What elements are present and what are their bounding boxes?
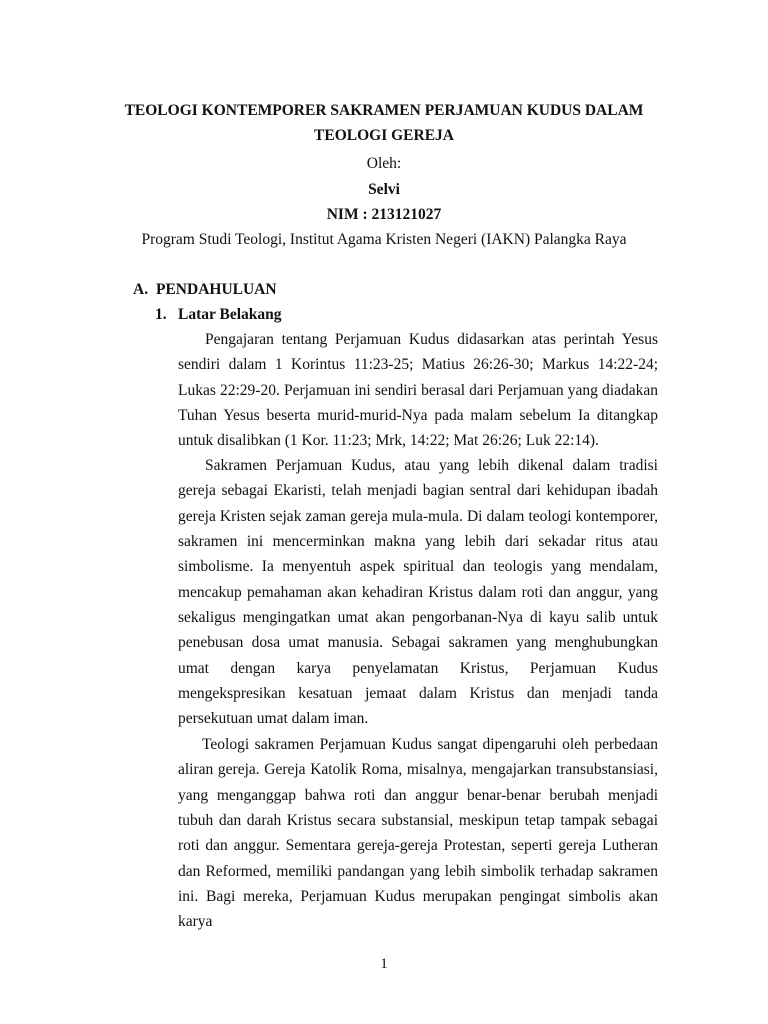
document-title <box>0 98 768 148</box>
section-title: PENDAHULUAN <box>156 281 277 298</box>
student-id: NIM : 213121027 <box>326 206 442 223</box>
affiliation: Program Studi Teologi, Institut Agama Kristen Negeri (IAKN) Palangka Raya <box>141 231 627 248</box>
subsection-title: Latar Belakang <box>178 306 282 323</box>
subsection-heading <box>155 302 282 327</box>
paragraph-2: Sakramen Perjamuan Kudus, atau yang lebih dikenal dalam tradisi gereja sebagai Ekaristi, telah menjadi bagian sentral dari kehidupan ibadah gereja Kristen sejak zaman gereja mula-mula. Di dalam teologi kontemporer, sakramen ini mencerminkan makna yang lebih dari sekadar ritus atau simbolisme. Ia menyentuh aspek spiritual dan teologis yang mendalam, mencakup pemahaman akan kehadiran Kristus dalam roti dan anggur, yang sekaligus mengingatkan umat akan pengorbanan-Nya di kayu salib untuk penebusan dosa umat manusia. Sebagai sakramen yang menghubungkan umat dengan karya penyelamatan Kristus, Perjamuan Kudus mengekspresikan kesatuan jemaat dalam Kristus dan menjadi tanda persekutuan umat dalam iman. <box>178 457 658 728</box>
title-line-1: TEOLOGI KONTEMPORER SAKRAMEN PERJAMUAN KUDUS DALAM <box>124 102 644 119</box>
by-label: Oleh: <box>366 155 402 172</box>
paragraph-3: Teologi sakramen Perjamuan Kudus sangat dipengaruhi oleh perbedaan aliran gereja. Gereja Katolik Roma, misalnya, mengajarkan transubstansiasi, yang menganggap bahwa roti dan anggur benar-benar berubah menjadi tubuh dan darah Kristus secara substansial, meskipun tetap tampak sebagai roti dan anggur. Sementara gereja-gereja Protestan, seperti gereja Lutheran dan Reformed, memiliki pandangan yang lebih simbolik terhadap sakramen ini. Bagi mereka, Perjamuan Kudus merupakan pengingat simbolis akan karya <box>178 736 658 931</box>
page-number: 1 <box>380 956 388 972</box>
section-heading <box>133 277 277 302</box>
author-name: Selvi <box>368 181 400 198</box>
subsection-marker: 1. <box>155 306 167 323</box>
paragraph-1: Pengajaran tentang Perjamuan Kudus didasarkan atas perintah Yesus sendiri dalam 1 Korintus 11:23-25; Matius 26:26-30; Markus 14:22-24; Lukas 22:29-20. Perjamuan ini sendiri berasal dari Perjamuan yang diadakan Tuhan Yesus beserta murid-murid-Nya pada malam sebelum Ia ditangkap untuk disalibkan (1 Kor. 11:23; Mrk, 14:22; Mat 26:26; Luk 22:14). <box>178 331 658 450</box>
section-marker: A. <box>133 281 149 298</box>
title-line-2: TEOLOGI GEREJA <box>314 127 454 144</box>
